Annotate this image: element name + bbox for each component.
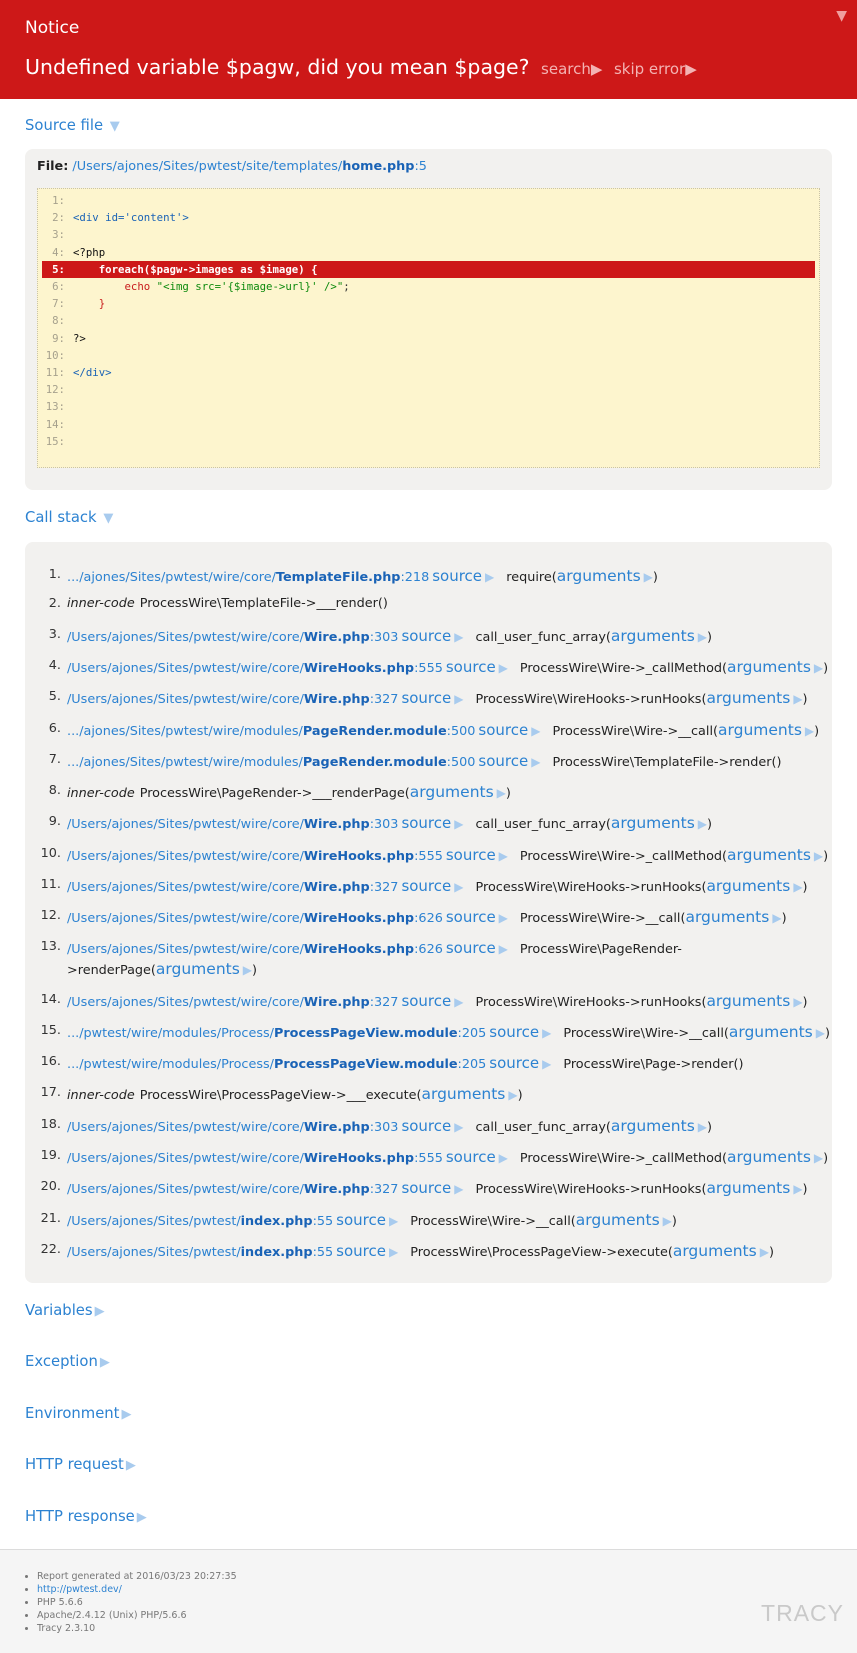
source-toggle[interactable]: source xyxy=(401,814,452,832)
source-expand-icon[interactable]: ▶ xyxy=(498,849,508,863)
frame-file-link[interactable]: /Users/ajones/Sites/pwtest/wire/core/Wire.php:327 xyxy=(67,1182,399,1197)
frame-function: ProcessWire\PageRender->___renderPage( xyxy=(139,786,410,801)
code-line xyxy=(42,433,815,450)
source-toggle[interactable]: source xyxy=(445,908,496,926)
frame-body xyxy=(67,567,658,585)
frame-number: 22. xyxy=(40,1242,61,1257)
frame-body xyxy=(67,627,712,645)
frame-function: ProcessWire\Wire->_callMethod( xyxy=(519,1151,728,1166)
frame-body xyxy=(67,908,787,926)
frame-close: ) xyxy=(252,963,258,978)
frame-file-link[interactable]: /Users/ajones/Sites/pwtest/wire/core/Wire.php:303 xyxy=(67,817,399,832)
code-line xyxy=(42,278,815,295)
arguments-toggle[interactable]: arguments xyxy=(155,960,240,978)
arguments-toggle[interactable]: arguments xyxy=(409,783,494,801)
frame-number: 4. xyxy=(48,658,61,673)
frame-number: 6. xyxy=(48,721,61,736)
frame-file-link[interactable]: .../pwtest/wire/modules/Process/ProcessPageView.module:205 xyxy=(67,1057,487,1072)
code-line xyxy=(42,364,815,381)
chevron-down-icon: ▼ xyxy=(103,511,114,526)
arguments-expand-icon[interactable]: ▶ xyxy=(508,1088,518,1102)
chevron-right-icon: ▶ xyxy=(121,1407,132,1422)
frame-function: ProcessWire\TemplateFile->___render() xyxy=(139,596,388,611)
arguments-toggle[interactable]: arguments xyxy=(728,1023,813,1041)
frame-body xyxy=(67,1179,808,1197)
frame-function: ProcessWire\Wire->__call( xyxy=(563,1026,729,1041)
frame-close: ) xyxy=(802,880,808,895)
source-expand-icon[interactable]: ▶ xyxy=(531,724,541,738)
frame-file-link[interactable]: /Users/ajones/Sites/pwtest/wire/core/WireHooks.php:626 xyxy=(67,911,443,926)
error-message xyxy=(25,53,832,83)
line-number: 12: xyxy=(45,383,65,397)
chevron-right-icon: ▶ xyxy=(136,1510,147,1525)
line-number: 14: xyxy=(45,417,65,431)
line-number: 1: xyxy=(52,194,65,207)
arguments-expand-icon[interactable]: ▶ xyxy=(643,570,653,584)
arguments-toggle[interactable]: arguments xyxy=(718,721,802,739)
code-text: <div id='content'> xyxy=(73,211,189,225)
footer-item: • Apache/2.4.12 (Unix) PHP/5.6.6 xyxy=(37,1609,237,1622)
frame-number: 16. xyxy=(40,1054,61,1069)
arguments-toggle[interactable]: arguments xyxy=(610,627,695,645)
source-toggle[interactable]: source xyxy=(445,1148,496,1166)
frame-number: 10. xyxy=(40,846,61,861)
frame-close: ) xyxy=(802,692,808,707)
arguments-toggle[interactable]: arguments xyxy=(556,567,641,585)
frame-file-link[interactable]: /Users/ajones/Sites/pwtest/index.php:55 xyxy=(67,1214,334,1229)
arguments-expand-icon[interactable]: ▶ xyxy=(813,661,824,675)
frame-number: 18. xyxy=(40,1117,61,1132)
footer-link[interactable]: http://pwtest.dev/ xyxy=(37,1584,122,1595)
arguments-toggle[interactable]: arguments xyxy=(706,1179,791,1197)
source-expand-icon[interactable]: ▶ xyxy=(542,1057,552,1071)
frame-function: ProcessWire\ProcessPageView->execute( xyxy=(410,1245,673,1260)
footer-item xyxy=(37,1583,237,1596)
skip-arrow-icon: ▶ xyxy=(685,60,697,78)
source-file-toggle[interactable] xyxy=(25,117,120,134)
footer-item: • Report generated at 2016/03/23 20:27:35 xyxy=(37,1570,237,1583)
source-expand-icon[interactable]: ▶ xyxy=(485,570,495,584)
frame-function: >renderPage( xyxy=(67,963,156,978)
code-line xyxy=(42,347,815,364)
frame-number: 5. xyxy=(48,689,61,704)
line-number: 15: xyxy=(45,434,65,448)
frame-function: ProcessWire\TemplateFile->render() xyxy=(552,755,782,770)
frame-function: ProcessWire\WireHooks->runHooks( xyxy=(475,692,707,707)
tracy-logo: TRACY xyxy=(761,1600,844,1626)
arguments-expand-icon[interactable]: ▶ xyxy=(242,963,253,977)
frame-function: ProcessWire\Wire->__call( xyxy=(552,724,719,739)
source-toggle[interactable]: source xyxy=(401,877,452,895)
frame-close: ) xyxy=(707,630,712,645)
frame-function: ProcessWire\Wire->__call( xyxy=(410,1214,576,1229)
code-line xyxy=(42,244,815,261)
source-toggle[interactable]: source xyxy=(489,1054,540,1072)
frame-number: 15. xyxy=(40,1023,61,1038)
source-toggle[interactable]: source xyxy=(401,627,452,645)
arguments-toggle[interactable]: arguments xyxy=(706,877,791,895)
source-expand-icon[interactable]: ▶ xyxy=(454,817,464,831)
frame-body xyxy=(67,658,828,676)
arguments-toggle[interactable]: arguments xyxy=(706,689,791,707)
frame-number: 19. xyxy=(40,1148,61,1163)
frame-close: ) xyxy=(824,1026,830,1041)
arguments-toggle[interactable]: arguments xyxy=(421,1085,506,1103)
arguments-expand-icon[interactable]: ▶ xyxy=(804,724,815,738)
frame-close: ) xyxy=(707,1120,712,1135)
frame-function: call_user_func_array( xyxy=(475,1120,611,1135)
frame-close: ) xyxy=(652,570,658,585)
frame-close: ) xyxy=(802,995,808,1010)
exception-toggle[interactable] xyxy=(25,1353,110,1370)
http-request-toggle[interactable] xyxy=(25,1456,136,1473)
code-line xyxy=(42,416,815,433)
line-number: 9: xyxy=(52,331,65,345)
frame-file-link[interactable]: .../pwtest/wire/modules/Process/ProcessPageView.module:205 xyxy=(67,1026,487,1041)
frame-close: ) xyxy=(823,849,829,864)
frame-function: ProcessWire\WireHooks->runHooks( xyxy=(475,1182,707,1197)
arguments-expand-icon[interactable]: ▶ xyxy=(813,849,824,863)
line-number: 13: xyxy=(45,400,65,414)
variables-toggle[interactable] xyxy=(25,1302,105,1319)
code-text: echo "<img src='{$image->url}' />"; xyxy=(124,280,350,293)
file-path xyxy=(37,159,427,174)
frame-function: ProcessWire\WireHooks->runHooks( xyxy=(475,995,707,1010)
chevron-right-icon: ▶ xyxy=(94,1304,105,1319)
frame-function: call_user_func_array( xyxy=(475,630,611,645)
error-message-text: Undefined variable $pagw, did you mean $page? xyxy=(25,55,530,79)
arguments-toggle[interactable]: arguments xyxy=(727,846,811,864)
source-expand-icon[interactable]: ▶ xyxy=(454,692,464,706)
source-expand-icon[interactable]: ▶ xyxy=(454,1120,464,1134)
code-line xyxy=(42,381,815,398)
frame-file-link[interactable]: /Users/ajones/Sites/pwtest/wire/core/Wire.php:327 xyxy=(67,995,399,1010)
frame-body xyxy=(67,752,781,770)
source-expand-icon[interactable]: ▶ xyxy=(388,1245,399,1259)
arguments-expand-icon[interactable]: ▶ xyxy=(697,630,707,644)
frame-number: 17. xyxy=(40,1085,61,1100)
code-line xyxy=(42,312,815,329)
error-kind: Notice xyxy=(25,18,80,38)
arguments-expand-icon[interactable]: ▶ xyxy=(793,1182,803,1196)
frame-file-link[interactable]: /Users/ajones/Sites/pwtest/wire/core/WireHooks.php:555 xyxy=(67,849,443,864)
http-response-title: HTTP response xyxy=(25,1508,135,1525)
line-number: 8: xyxy=(52,314,65,328)
inner-code-label: inner-code xyxy=(67,596,135,611)
frame-function: ProcessWire\PageRender- xyxy=(519,942,682,957)
code-listing xyxy=(37,188,820,468)
code-line xyxy=(42,398,815,415)
line-number: 10: xyxy=(45,348,65,362)
source-expand-icon[interactable]: ▶ xyxy=(542,1026,552,1040)
frame-body xyxy=(67,992,808,1010)
arguments-toggle[interactable]: arguments xyxy=(672,1242,757,1260)
http-request-title: HTTP request xyxy=(25,1456,124,1473)
exception-title: Exception xyxy=(25,1353,98,1370)
line-number: 7: xyxy=(52,297,65,311)
line-number: 11: xyxy=(45,366,65,379)
frame-close: ) xyxy=(802,1182,808,1197)
code-line xyxy=(42,226,815,243)
frame-body xyxy=(67,877,808,895)
source-toggle[interactable]: source xyxy=(336,1242,386,1260)
frame-file-link[interactable]: /Users/ajones/Sites/pwtest/index.php:55 xyxy=(67,1245,334,1260)
code-line xyxy=(42,261,815,278)
source-toggle[interactable]: source xyxy=(445,846,496,864)
arguments-expand-icon[interactable]: ▶ xyxy=(697,1120,707,1134)
source-expand-icon[interactable]: ▶ xyxy=(498,661,508,675)
frame-function: ProcessWire\Page->render() xyxy=(563,1057,744,1072)
arguments-expand-icon[interactable]: ▶ xyxy=(815,1026,825,1040)
arguments-expand-icon[interactable]: ▶ xyxy=(496,786,506,800)
code-line xyxy=(42,192,815,209)
frame-close: ) xyxy=(505,786,511,801)
line-number: 4: xyxy=(52,245,65,259)
source-toggle[interactable]: source xyxy=(432,567,483,585)
chevron-right-icon: ▶ xyxy=(125,1458,136,1473)
frame-body xyxy=(67,1085,523,1103)
frame-close: ) xyxy=(768,1245,774,1260)
frame-number: 20. xyxy=(40,1179,61,1194)
frame-function: ProcessWire\Wire->_callMethod( xyxy=(519,849,728,864)
code-text: ?> xyxy=(73,331,86,345)
http-response-toggle[interactable] xyxy=(25,1508,147,1525)
frame-function: ProcessWire\WireHooks->runHooks( xyxy=(475,880,707,895)
arguments-expand-icon[interactable]: ▶ xyxy=(793,692,803,706)
frame-close: ) xyxy=(823,1151,829,1166)
frame-body xyxy=(67,1023,830,1041)
frame-file-link[interactable]: /Users/ajones/Sites/pwtest/wire/core/Wire.php:303 xyxy=(67,1120,399,1135)
frame-file-link[interactable]: /Users/ajones/Sites/pwtest/wire/core/WireHooks.php:555 xyxy=(67,1151,443,1166)
frame-file-link[interactable]: /Users/ajones/Sites/pwtest/wire/core/Wire.php:327 xyxy=(67,880,399,895)
code-line xyxy=(42,295,815,312)
frame-body xyxy=(67,960,257,978)
frame-close: ) xyxy=(814,724,820,739)
file-link[interactable]: /Users/ajones/Sites/pwtest/site/templates/home.php:5 xyxy=(72,159,427,174)
source-expand-icon[interactable]: ▶ xyxy=(498,911,508,925)
arguments-expand-icon[interactable]: ▶ xyxy=(772,911,782,925)
frame-body xyxy=(67,1117,712,1135)
arguments-expand-icon[interactable]: ▶ xyxy=(793,995,803,1009)
source-toggle[interactable]: source xyxy=(478,721,529,739)
source-expand-icon[interactable]: ▶ xyxy=(498,1151,508,1165)
frame-body xyxy=(67,689,808,707)
source-expand-icon[interactable]: ▶ xyxy=(531,755,541,769)
arguments-toggle[interactable]: arguments xyxy=(685,908,770,926)
source-toggle[interactable]: source xyxy=(401,1117,452,1135)
code-text: <?php xyxy=(73,245,106,259)
line-number: 3: xyxy=(52,228,65,242)
source-expand-icon[interactable]: ▶ xyxy=(454,880,464,894)
frame-body xyxy=(67,1242,774,1260)
call-stack-toggle[interactable] xyxy=(25,509,113,526)
source-toggle[interactable]: source xyxy=(489,1023,540,1041)
frame-number: 7. xyxy=(48,752,61,767)
frame-function: ProcessWire\Wire->_callMethod( xyxy=(519,661,728,676)
source-expand-icon[interactable]: ▶ xyxy=(388,1214,399,1228)
source-expand-icon[interactable]: ▶ xyxy=(498,942,508,956)
line-number: 5: xyxy=(52,262,65,276)
line-number: 6: xyxy=(52,280,65,293)
source-expand-icon[interactable]: ▶ xyxy=(454,995,464,1009)
frame-file-link[interactable]: /Users/ajones/Sites/pwtest/wire/core/WireHooks.php:555 xyxy=(67,661,443,676)
source-expand-icon[interactable]: ▶ xyxy=(454,630,464,644)
arguments-expand-icon[interactable]: ▶ xyxy=(813,1151,824,1165)
source-toggle[interactable]: source xyxy=(401,689,452,707)
environment-toggle[interactable] xyxy=(25,1405,131,1422)
arguments-toggle[interactable]: arguments xyxy=(610,1117,695,1135)
error-header xyxy=(0,0,857,99)
footer-item: • PHP 5.6.6 xyxy=(37,1596,237,1609)
file-label: File: xyxy=(37,159,69,174)
frame-file-link[interactable]: .../ajones/Sites/pwtest/wire/modules/PageRender.module:500 xyxy=(67,724,476,739)
frame-body xyxy=(67,1054,744,1072)
frame-number: 12. xyxy=(40,908,61,923)
arguments-expand-icon[interactable]: ▶ xyxy=(793,880,803,894)
arguments-expand-icon[interactable]: ▶ xyxy=(759,1245,769,1259)
frame-body xyxy=(67,1148,828,1166)
frame-close: ) xyxy=(707,817,712,832)
code-line xyxy=(42,209,815,226)
line-number: 2: xyxy=(52,211,65,225)
source-toggle[interactable]: source xyxy=(445,658,496,676)
inner-code-label: inner-code xyxy=(67,1088,135,1103)
frame-function: ProcessWire\ProcessPageView->___execute( xyxy=(139,1088,422,1103)
frame-file-link[interactable]: .../ajones/Sites/pwtest/wire/core/TemplateFile.php:218 xyxy=(67,570,430,585)
frame-body xyxy=(67,1211,677,1229)
source-toggle[interactable]: source xyxy=(478,752,529,770)
source-toggle[interactable]: source xyxy=(401,992,452,1010)
frame-number: 11. xyxy=(40,877,61,892)
code-text: } xyxy=(98,297,106,311)
frame-close: ) xyxy=(671,1214,677,1229)
call-stack-panel xyxy=(25,542,832,1283)
environment-title: Environment xyxy=(25,1405,120,1422)
frame-body xyxy=(67,721,819,739)
frame-close: ) xyxy=(823,661,829,676)
frame-number: 2. xyxy=(48,596,61,611)
footer-item: • Tracy 2.3.10 xyxy=(37,1622,237,1635)
collapse-toggle-icon[interactable]: ▼ xyxy=(836,8,847,24)
arguments-toggle[interactable]: arguments xyxy=(727,1148,811,1166)
code-text: </div> xyxy=(73,366,112,379)
code-line xyxy=(42,330,815,347)
source-toggle[interactable]: source xyxy=(445,939,496,957)
footer-info-list xyxy=(23,1570,237,1635)
frame-body xyxy=(67,939,682,957)
frame-function: ProcessWire\Wire->__call( xyxy=(519,911,686,926)
frame-number: 14. xyxy=(40,992,61,1007)
frame-file-link[interactable]: .../ajones/Sites/pwtest/wire/modules/PageRender.module:500 xyxy=(67,755,476,770)
frame-body xyxy=(67,783,511,801)
frame-function: call_user_func_array( xyxy=(475,817,611,832)
frame-number: 3. xyxy=(48,627,61,642)
frame-number: 13. xyxy=(40,939,61,954)
frame-file-link[interactable]: /Users/ajones/Sites/pwtest/wire/core/WireHooks.php:626 xyxy=(67,942,443,957)
arguments-toggle[interactable]: arguments xyxy=(575,1211,660,1229)
frame-body xyxy=(67,814,712,832)
source-file-title: Source file xyxy=(25,117,104,134)
arguments-expand-icon[interactable]: ▶ xyxy=(697,817,707,831)
source-file-panel xyxy=(25,149,832,490)
frame-close: ) xyxy=(781,911,787,926)
frame-body xyxy=(67,596,388,611)
source-toggle[interactable]: source xyxy=(336,1211,386,1229)
footer xyxy=(0,1549,857,1653)
frame-number: 9. xyxy=(48,814,61,829)
arguments-expand-icon[interactable]: ▶ xyxy=(662,1214,672,1228)
chevron-down-icon: ▼ xyxy=(109,119,120,134)
variables-title: Variables xyxy=(25,1302,93,1319)
arguments-toggle[interactable]: arguments xyxy=(706,992,791,1010)
frame-number: 8. xyxy=(48,783,61,798)
source-expand-icon[interactable]: ▶ xyxy=(454,1182,464,1196)
frame-function: require( xyxy=(506,570,557,585)
search-link[interactable]: search▶ xyxy=(541,60,603,78)
source-toggle[interactable]: source xyxy=(401,1179,452,1197)
inner-code-label: inner-code xyxy=(67,786,135,801)
skip-error-link[interactable]: skip error▶ xyxy=(613,60,697,78)
frame-number: 1. xyxy=(48,567,61,582)
code-text: foreach($pagw->images as $image) { xyxy=(73,262,318,276)
frame-number: 21. xyxy=(40,1211,61,1226)
chevron-right-icon: ▶ xyxy=(99,1355,110,1370)
frame-close: ) xyxy=(517,1088,523,1103)
frame-body xyxy=(67,846,828,864)
arguments-toggle[interactable]: arguments xyxy=(610,814,695,832)
call-stack-title: Call stack xyxy=(25,509,97,526)
search-arrow-icon: ▶ xyxy=(590,60,603,78)
frame-file-link[interactable]: /Users/ajones/Sites/pwtest/wire/core/Wire.php:327 xyxy=(67,692,399,707)
frame-file-link[interactable]: /Users/ajones/Sites/pwtest/wire/core/Wire.php:303 xyxy=(67,630,399,645)
arguments-toggle[interactable]: arguments xyxy=(727,658,811,676)
